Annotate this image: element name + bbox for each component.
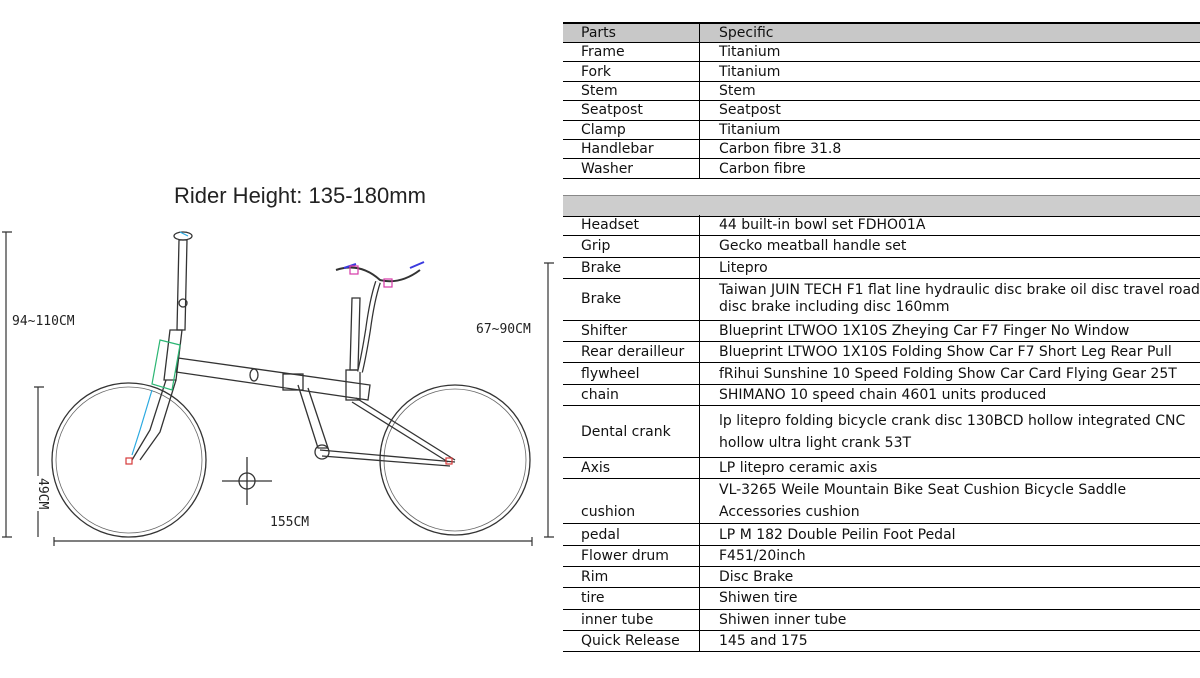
table-row [563,588,1200,609]
part-name: Grip [563,236,700,257]
part-spec: Shiwen tire [700,588,1200,609]
part-name: inner tube [563,609,700,630]
part-name: cushion [563,479,700,524]
part-spec: Titanium [700,62,1200,81]
spec-table-bottom [563,215,1200,652]
table-row [563,101,1200,120]
part-name: Clamp [563,120,700,139]
chain-stay [320,450,455,462]
stem [177,240,187,330]
table-row [563,342,1200,363]
dim-line-wheel-height [34,387,44,537]
part-name: Stem [563,81,700,100]
part-name: flywheel [563,363,700,384]
part-name: Flower drum [563,545,700,566]
part-name: Brake [563,257,700,278]
spec-table-top [563,22,1200,179]
part-name: Headset [563,215,700,236]
part-name: Rear derailleur [563,342,700,363]
main-tube [176,358,370,400]
table-row [563,139,1200,158]
table-row [563,320,1200,341]
part-spec: Blueprint LTWOO 1X10S Folding Show Car F7 Short Leg Rear Pull [700,342,1200,363]
part-spec: Carbon fibre 31.8 [700,139,1200,158]
part-spec: LP M 182 Double Peilin Foot Pedal [700,524,1200,545]
part-spec: F451/20inch [700,545,1200,566]
header-specific: Specific [700,23,1200,43]
part-spec: Disc Brake [700,566,1200,587]
seat-stay [356,398,455,460]
table-row [563,566,1200,587]
part-name: Fork [563,62,700,81]
seat-tube [350,298,360,370]
part-spec: 44 built-in bowl set FDHO01A [700,215,1200,236]
part-spec: VL-3265 Weile Mountain Bike Seat Cushion Bicycle Saddle Accessories cushion [700,479,1200,524]
part-spec: Shiwen inner tube [700,609,1200,630]
table-row [563,81,1200,100]
table-row [563,278,1200,320]
table-row [563,159,1200,178]
part-name: Shifter [563,320,700,341]
down-tube [298,385,328,448]
table-row [563,630,1200,651]
part-spec: fRihui Sunshine 10 Speed Folding Show Car Card Flying Gear 25T [700,363,1200,384]
table-row [563,257,1200,278]
part-spec: Seatpost [700,101,1200,120]
part-spec: Titanium [700,43,1200,62]
part-spec: SHIMANO 10 speed chain 4601 units produced [700,384,1200,405]
part-spec: 145 and 175 [700,630,1200,651]
table-row [563,609,1200,630]
table-row [563,384,1200,405]
part-spec: Litepro [700,257,1200,278]
part-name: Brake [563,278,700,320]
front-wheel [52,383,206,537]
part-name: Quick Release [563,630,700,651]
bike-diagram [0,0,560,678]
part-spec: lp litepro folding bicycle crank disc 130BCD hollow integrated CNC hollow ultra light crank 53T [700,406,1200,458]
dim-line-overall-height [2,232,12,537]
part-spec: Gecko meatball handle set [700,236,1200,257]
table-header-row [563,23,1200,43]
table-row [563,236,1200,257]
part-name: chain [563,384,700,405]
part-name: Seatpost [563,101,700,120]
part-spec: LP litepro ceramic axis [700,458,1200,479]
part-spec: Taiwan JUIN TECH F1 flat line hydraulic disc brake oil disc travel road disc brake including disc 160mm [700,278,1200,320]
header-parts: Parts [563,23,700,43]
part-name: Frame [563,43,700,62]
table-row [563,363,1200,384]
table-separator-band [563,195,1200,217]
part-name: tire [563,588,700,609]
table-row [563,479,1200,524]
dim-overall-height: 94~110CM [12,314,75,329]
table-row [563,524,1200,545]
part-name: Rim [563,566,700,587]
part-spec: Blueprint LTWOO 1X10S Zheying Car F7 Finger No Window [700,320,1200,341]
table-row [563,545,1200,566]
part-name: Handlebar [563,139,700,158]
part-spec: Stem [700,81,1200,100]
dim-line-saddle-height [544,263,554,537]
fork [132,380,176,460]
table-row [563,62,1200,81]
table-row [563,120,1200,139]
part-name: pedal [563,524,700,545]
dim-wheel-height: 49CM [35,478,50,510]
dim-line-length [54,537,532,546]
saddle [336,268,420,282]
table-row [563,406,1200,458]
part-spec: Carbon fibre [700,159,1200,178]
table-row [563,215,1200,236]
dim-length: 155CM [270,515,310,530]
part-name: Washer [563,159,700,178]
table-row [563,43,1200,62]
part-spec: Titanium [700,120,1200,139]
centre-mark [222,457,272,505]
table-row [563,458,1200,479]
dim-saddle-height: 67~90CM [476,322,531,337]
rider-height-title: Rider Height: 135-180mm [174,183,426,208]
part-name: Dental crank [563,406,700,458]
part-name: Axis [563,458,700,479]
